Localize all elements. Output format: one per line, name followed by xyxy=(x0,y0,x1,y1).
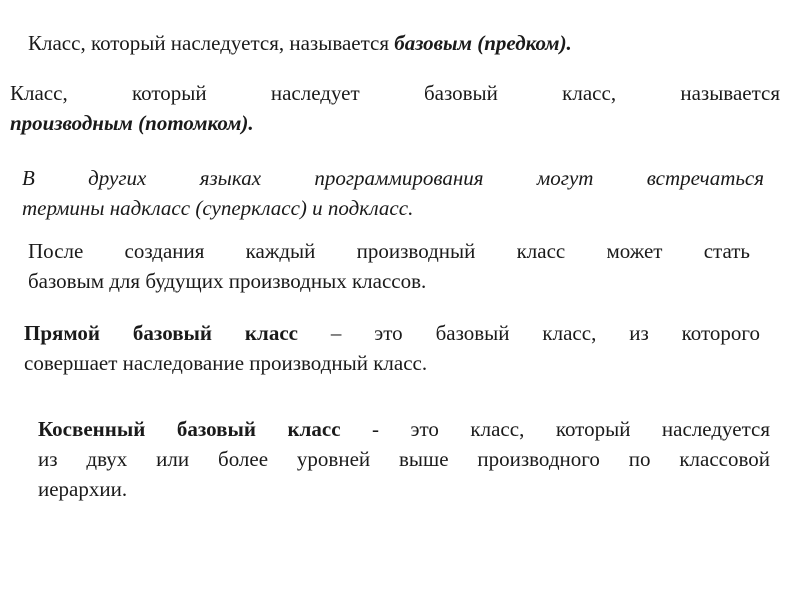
derived-becomes-base-note xyxy=(28,236,750,296)
direct-base-class-line-1-rest: – это базовый класс, из которого xyxy=(297,321,761,345)
direct-base-class-line-2: совершает наследование производный класс. xyxy=(24,351,428,375)
direct-base-class-term: Прямой базовый класс xyxy=(24,321,298,345)
derived-class-text: Класс, который наследует базовый класс, называется xyxy=(10,81,780,105)
base-class-term: базовым (предком). xyxy=(394,31,572,55)
derived-becomes-base-line-1: После создания каждый производный класс может стать xyxy=(28,239,750,263)
derived-becomes-base-line-2: базовым для будущих производных классов. xyxy=(28,269,427,293)
other-languages-note xyxy=(22,163,764,223)
base-class-text: Класс, который наследуется, называется xyxy=(28,31,395,55)
indirect-base-class-line-1 xyxy=(38,414,770,444)
direct-base-class-line-1 xyxy=(24,318,760,348)
other-languages-line-2: термины надкласс (суперкласс) и подкласс. xyxy=(22,196,414,220)
indirect-base-class-line-2: из двух или более уровней выше производного по классовой xyxy=(38,447,770,471)
indirect-base-class-line-1-rest: - это класс, который наследуется xyxy=(340,417,770,441)
direct-base-class-definition xyxy=(24,318,760,378)
indirect-base-class-term: Косвенный базовый класс xyxy=(38,417,341,441)
indirect-base-class-definition xyxy=(38,414,770,504)
indirect-base-class-line-3: иерархии. xyxy=(38,477,128,501)
derived-class-term: производным (потомком). xyxy=(10,111,254,135)
derived-class-definition xyxy=(10,78,780,138)
other-languages-line-1: В других языках программирования могут встречаться xyxy=(22,166,764,190)
base-class-definition xyxy=(28,28,768,58)
